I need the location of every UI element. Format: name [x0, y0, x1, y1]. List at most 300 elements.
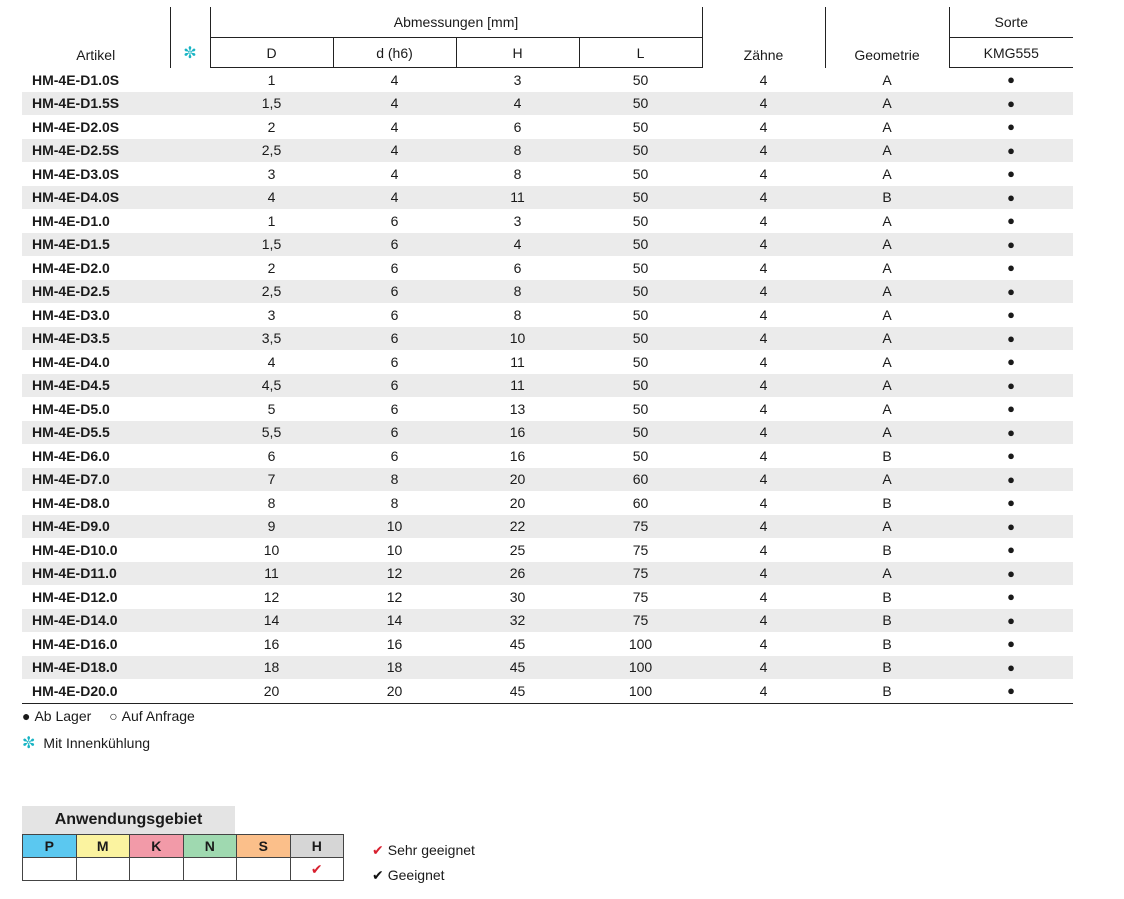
cell-zaehne: 4 [702, 186, 825, 210]
cell-geometrie: B [882, 494, 892, 511]
cell-d: 4 [390, 118, 399, 135]
cell-sorte: ● [1007, 448, 1015, 464]
cell-geometrie: B [882, 541, 892, 558]
cell-sorte: ● [949, 421, 1073, 445]
cell-H: 8 [513, 306, 522, 323]
header-abmessungen: Abmessungen [mm] [210, 7, 702, 38]
cell-sorte: ● [1007, 72, 1015, 88]
cell-L: 50 [579, 233, 702, 257]
cell-d: 8 [333, 468, 456, 492]
cell-L: 50 [579, 374, 702, 398]
cell-coolant [170, 139, 210, 163]
cell-H: 4 [456, 92, 579, 116]
filled-dot-icon: ● [22, 708, 31, 724]
cell-D: 1,5 [210, 233, 333, 257]
coolant-legend [22, 733, 150, 753]
cell-H: 11 [456, 186, 579, 210]
cell-D: 2 [267, 259, 276, 276]
application-area [22, 806, 344, 881]
cell-coolant [170, 491, 210, 515]
cell-D: 1 [267, 212, 276, 229]
cell-artikel: HM-4E-D14.0 [22, 609, 170, 633]
cell-zaehne: 4 [702, 421, 825, 445]
cell-coolant [170, 538, 210, 562]
cell-d: 8 [390, 494, 399, 511]
cell-artikel: HM-4E-D1.0S [32, 71, 120, 88]
cell-L: 75 [579, 515, 702, 539]
header-zaehne: Zähne [702, 7, 825, 68]
cell-L: 50 [632, 447, 649, 464]
cell-sorte: ● [1007, 542, 1015, 558]
material-h: H [290, 835, 344, 858]
hollow-dot-icon: ○ [109, 708, 118, 724]
cell-geometrie: B [825, 609, 949, 633]
cell-artikel: HM-4E-D18.0 [22, 656, 170, 680]
cell-sorte: ● [949, 280, 1073, 304]
legend-in-stock: Ab Lager [34, 708, 92, 724]
cell-d: 4 [390, 165, 399, 182]
cell-D: 7 [210, 468, 333, 492]
cell-geometrie: A [825, 92, 949, 116]
cell-L: 60 [632, 494, 649, 511]
cell-L: 50 [632, 118, 649, 135]
cell-zaehne: 4 [759, 400, 768, 417]
material-marks [23, 858, 344, 881]
cell-d: 10 [333, 515, 456, 539]
cell-H: 6 [513, 118, 522, 135]
cell-sorte: ● [1007, 213, 1015, 229]
cell-sorte: ● [949, 186, 1073, 210]
cell-d: 4 [333, 139, 456, 163]
cell-coolant [170, 92, 210, 116]
cell-zaehne: 4 [702, 656, 825, 680]
cell-geometrie: B [882, 588, 892, 605]
cell-H: 8 [456, 280, 579, 304]
cell-d: 12 [333, 562, 456, 586]
header-d-h6: d (h6) [333, 38, 456, 68]
cell-d: 6 [333, 327, 456, 351]
cell-artikel: HM-4E-D7.0 [22, 468, 170, 492]
cell-H: 11 [456, 374, 579, 398]
cell-artikel: HM-4E-D2.0S [32, 118, 120, 135]
material-n-mark [183, 858, 237, 881]
cell-H: 22 [456, 515, 579, 539]
black-check-icon: ✔ [372, 867, 384, 883]
cell-D: 8 [267, 494, 276, 511]
cell-geometrie: B [825, 679, 949, 703]
cell-H: 16 [509, 447, 526, 464]
cell-L: 50 [579, 421, 702, 445]
header-geometrie: Geometrie [825, 7, 949, 68]
cell-sorte: ● [949, 374, 1073, 398]
cell-sorte: ● [1007, 119, 1015, 135]
cell-geometrie: B [825, 656, 949, 680]
cell-coolant [170, 209, 210, 233]
cell-coolant [170, 585, 210, 609]
cell-geometrie: A [882, 71, 892, 88]
cell-H: 20 [509, 494, 526, 511]
cell-d: 6 [390, 306, 399, 323]
cell-artikel: HM-4E-D3.5 [22, 327, 170, 351]
cell-d: 6 [390, 259, 399, 276]
table-row [22, 303, 1073, 327]
cell-d: 12 [386, 588, 403, 605]
cell-H: 8 [513, 165, 522, 182]
cell-zaehne: 4 [702, 468, 825, 492]
cell-D: 10 [263, 541, 280, 558]
table-row [22, 186, 1073, 210]
cell-d: 6 [333, 233, 456, 257]
cell-zaehne: 4 [759, 494, 768, 511]
table-row [22, 562, 1073, 586]
legend-suitable: Geeignet [387, 867, 445, 883]
cell-D: 2,5 [210, 139, 333, 163]
cell-D: 3,5 [210, 327, 333, 351]
cell-coolant [170, 350, 210, 374]
cell-zaehne: 4 [759, 588, 768, 605]
cell-artikel: HM-4E-D3.0S [32, 165, 120, 182]
table-row [22, 515, 1073, 539]
cell-coolant [170, 562, 210, 586]
cell-artikel: HM-4E-D2.0 [32, 259, 110, 276]
product-table [22, 7, 1073, 704]
cell-artikel: HM-4E-D4.0S [22, 186, 170, 210]
cell-D: 4,5 [210, 374, 333, 398]
material-h-mark: ✔ [290, 858, 344, 881]
cell-sorte: ● [1007, 401, 1015, 417]
legend-very-suitable: Sehr geeignet [387, 842, 475, 858]
cell-artikel: HM-4E-D3.0 [32, 306, 110, 323]
table-row [22, 444, 1073, 468]
cell-sorte: ● [1007, 495, 1015, 511]
header-kmg555: KMG555 [949, 38, 1073, 68]
cell-d: 6 [390, 353, 399, 370]
cell-H: 10 [456, 327, 579, 351]
cell-sorte: ● [1007, 260, 1015, 276]
cell-L: 50 [579, 280, 702, 304]
table-row [22, 468, 1073, 492]
cell-H: 4 [456, 233, 579, 257]
stock-legend [22, 708, 195, 724]
cell-sorte: ● [1007, 354, 1015, 370]
cell-H: 45 [456, 656, 579, 680]
cell-sorte: ● [1007, 307, 1015, 323]
table-row [22, 397, 1073, 421]
table-row [22, 585, 1073, 609]
cell-zaehne: 4 [702, 233, 825, 257]
cell-L: 50 [579, 139, 702, 163]
cell-coolant [170, 303, 210, 327]
cell-artikel: HM-4E-D11.0 [22, 562, 170, 586]
table-row [22, 421, 1073, 445]
cell-d: 10 [386, 541, 403, 558]
cell-H: 3 [513, 71, 522, 88]
cell-coolant [170, 609, 210, 633]
cell-zaehne: 4 [702, 374, 825, 398]
cell-L: 75 [579, 562, 702, 586]
cell-L: 75 [579, 609, 702, 633]
cell-coolant [170, 656, 210, 680]
cell-artikel: HM-4E-D1.5 [22, 233, 170, 257]
cell-D: 4 [210, 186, 333, 210]
cell-geometrie: A [825, 233, 949, 257]
cell-zaehne: 4 [702, 679, 825, 703]
suitability-legend [372, 838, 475, 888]
cell-artikel: HM-4E-D10.0 [32, 541, 118, 558]
cell-zaehne: 4 [759, 541, 768, 558]
cell-d: 4 [333, 92, 456, 116]
cell-artikel: HM-4E-D16.0 [32, 635, 118, 652]
cell-geometrie: A [882, 400, 892, 417]
cell-artikel: HM-4E-D6.0 [32, 447, 110, 464]
cell-D: 3 [267, 306, 276, 323]
cell-zaehne: 4 [702, 515, 825, 539]
legend-coolant: Mit Innenkühlung [43, 735, 151, 751]
cell-zaehne: 4 [759, 259, 768, 276]
cell-sorte: ● [1007, 166, 1015, 182]
cell-D: 2 [267, 118, 276, 135]
cell-artikel: HM-4E-D4.0 [32, 353, 110, 370]
table-row [22, 656, 1073, 680]
table-row [22, 327, 1073, 351]
cell-L: 50 [632, 71, 649, 88]
cell-sorte: ● [949, 562, 1073, 586]
table-row [22, 115, 1073, 139]
legend-very-suitable-row [372, 838, 475, 863]
cell-d: 6 [390, 447, 399, 464]
cell-coolant [170, 327, 210, 351]
cell-D: 16 [263, 635, 280, 652]
cell-L: 50 [579, 327, 702, 351]
red-check-icon: ✔ [372, 842, 384, 858]
table-row [22, 609, 1073, 633]
cell-geometrie: B [882, 447, 892, 464]
cell-H: 11 [510, 353, 525, 370]
cell-zaehne: 4 [759, 353, 768, 370]
cell-coolant [170, 515, 210, 539]
cell-H: 6 [513, 259, 522, 276]
cell-d: 4 [333, 186, 456, 210]
cell-L: 50 [632, 400, 649, 417]
cell-D: 11 [210, 562, 333, 586]
cell-d: 18 [333, 656, 456, 680]
cell-sorte: ● [1007, 589, 1015, 605]
cell-geometrie: A [825, 374, 949, 398]
cell-D: 5,5 [210, 421, 333, 445]
cell-D: 12 [263, 588, 280, 605]
cell-H: 45 [509, 635, 526, 652]
cell-zaehne: 4 [759, 165, 768, 182]
cell-L: 50 [632, 212, 649, 229]
table-row [22, 139, 1073, 163]
table-row [22, 233, 1073, 257]
cell-artikel: HM-4E-D8.0 [32, 494, 110, 511]
cell-sorte: ● [949, 327, 1073, 351]
table-row [22, 350, 1073, 374]
coolant-icon: ✼ [183, 44, 197, 62]
cell-zaehne: 4 [702, 609, 825, 633]
cell-D: 18 [210, 656, 333, 680]
cell-geometrie: A [825, 562, 949, 586]
cell-d: 16 [386, 635, 403, 652]
cell-L: 50 [632, 306, 649, 323]
cell-D: 14 [210, 609, 333, 633]
cell-d: 6 [333, 421, 456, 445]
cell-geometrie: A [825, 139, 949, 163]
table-row [22, 162, 1073, 186]
material-p: P [23, 835, 77, 858]
cell-d: 6 [333, 280, 456, 304]
cell-zaehne: 4 [759, 306, 768, 323]
cell-D: 3 [267, 165, 276, 182]
cell-sorte: ● [949, 139, 1073, 163]
cell-artikel: HM-4E-D12.0 [32, 588, 118, 605]
table-row [22, 374, 1073, 398]
cell-geometrie: A [825, 280, 949, 304]
cell-zaehne: 4 [702, 139, 825, 163]
cell-D: 4 [267, 353, 276, 370]
cell-artikel: HM-4E-D9.0 [22, 515, 170, 539]
cell-artikel: HM-4E-D5.5 [22, 421, 170, 445]
cell-H: 13 [509, 400, 526, 417]
cell-geometrie: A [882, 353, 892, 370]
cell-sorte: ● [949, 92, 1073, 116]
cell-zaehne: 4 [702, 562, 825, 586]
material-k: K [130, 835, 184, 858]
table-row [22, 92, 1073, 116]
material-s-mark [237, 858, 291, 881]
cell-geometrie: B [825, 186, 949, 210]
table-row [22, 538, 1073, 562]
cell-geometrie: A [882, 212, 892, 229]
cell-artikel: HM-4E-D1.0 [32, 212, 110, 229]
cell-zaehne: 4 [759, 212, 768, 229]
cell-H: 3 [513, 212, 522, 229]
table-row [22, 256, 1073, 280]
cell-sorte: ● [949, 679, 1073, 703]
cell-coolant [170, 421, 210, 445]
cell-sorte: ● [949, 468, 1073, 492]
cell-D: 9 [210, 515, 333, 539]
cell-coolant [170, 186, 210, 210]
cell-sorte: ● [949, 233, 1073, 257]
material-n: N [183, 835, 237, 858]
cell-L: 50 [632, 165, 649, 182]
header-H: H [456, 38, 579, 68]
cell-coolant [170, 280, 210, 304]
cell-d: 14 [333, 609, 456, 633]
cell-geometrie: A [882, 259, 892, 276]
application-table [22, 834, 344, 881]
cell-coolant [170, 115, 210, 139]
cell-coolant [170, 162, 210, 186]
cell-L: 75 [632, 588, 649, 605]
material-labels [23, 835, 344, 858]
cell-geometrie: A [825, 468, 949, 492]
table-row [22, 68, 1073, 92]
cell-L: 60 [579, 468, 702, 492]
cell-L: 50 [632, 353, 649, 370]
cell-L: 50 [632, 259, 649, 276]
cell-zaehne: 4 [759, 447, 768, 464]
cell-coolant [170, 68, 210, 92]
cell-D: 5 [267, 400, 276, 417]
cell-H: 20 [456, 468, 579, 492]
cell-L: 100 [628, 635, 653, 652]
cell-artikel: HM-4E-D1.5S [22, 92, 170, 116]
cell-zaehne: 4 [759, 635, 768, 652]
cell-geometrie: A [825, 515, 949, 539]
cell-coolant [170, 679, 210, 703]
table-row [22, 491, 1073, 515]
cell-coolant [170, 256, 210, 280]
cell-H: 32 [456, 609, 579, 633]
cell-sorte: ● [1007, 636, 1015, 652]
cell-artikel: HM-4E-D4.5 [22, 374, 170, 398]
cell-artikel: HM-4E-D2.5S [22, 139, 170, 163]
cell-coolant [170, 632, 210, 656]
cell-coolant [170, 233, 210, 257]
material-s: S [237, 835, 291, 858]
cell-H: 8 [456, 139, 579, 163]
cell-H: 25 [509, 541, 526, 558]
cell-H: 45 [456, 679, 579, 703]
cell-sorte: ● [949, 515, 1073, 539]
legend-suitable-row [372, 863, 475, 888]
cell-L: 50 [579, 186, 702, 210]
cell-D: 2,5 [210, 280, 333, 304]
header-L: L [579, 38, 702, 68]
legend-on-request: Auf Anfrage [121, 708, 195, 724]
table-body [22, 68, 1073, 704]
cell-sorte: ● [949, 609, 1073, 633]
cell-L: 100 [579, 679, 702, 703]
header-coolant [170, 7, 210, 68]
cell-d: 6 [390, 400, 399, 417]
table-row [22, 209, 1073, 233]
cell-coolant [170, 468, 210, 492]
cell-L: 75 [632, 541, 649, 558]
header-D: D [210, 38, 333, 68]
coolant-icon: ✼ [22, 735, 36, 752]
table-row [22, 632, 1073, 656]
cell-D: 1 [267, 71, 276, 88]
cell-d: 20 [333, 679, 456, 703]
cell-coolant [170, 444, 210, 468]
cell-coolant [170, 397, 210, 421]
cell-geometrie: A [882, 118, 892, 135]
cell-geometrie: A [825, 421, 949, 445]
cell-D: 1,5 [210, 92, 333, 116]
material-m: M [76, 835, 130, 858]
cell-geometrie: A [882, 165, 892, 182]
cell-L: 100 [579, 656, 702, 680]
cell-d: 6 [333, 374, 456, 398]
cell-H: 30 [509, 588, 526, 605]
header-artikel: Artikel [76, 46, 116, 63]
cell-zaehne: 4 [702, 327, 825, 351]
material-p-mark [23, 858, 77, 881]
cell-D: 20 [210, 679, 333, 703]
cell-artikel: HM-4E-D20.0 [22, 679, 170, 703]
cell-H: 26 [456, 562, 579, 586]
cell-d: 6 [390, 212, 399, 229]
application-title: Anwendungsgebiet [22, 806, 235, 834]
cell-zaehne: 4 [759, 118, 768, 135]
material-k-mark [130, 858, 184, 881]
cell-zaehne: 4 [702, 92, 825, 116]
table-row [22, 280, 1073, 304]
